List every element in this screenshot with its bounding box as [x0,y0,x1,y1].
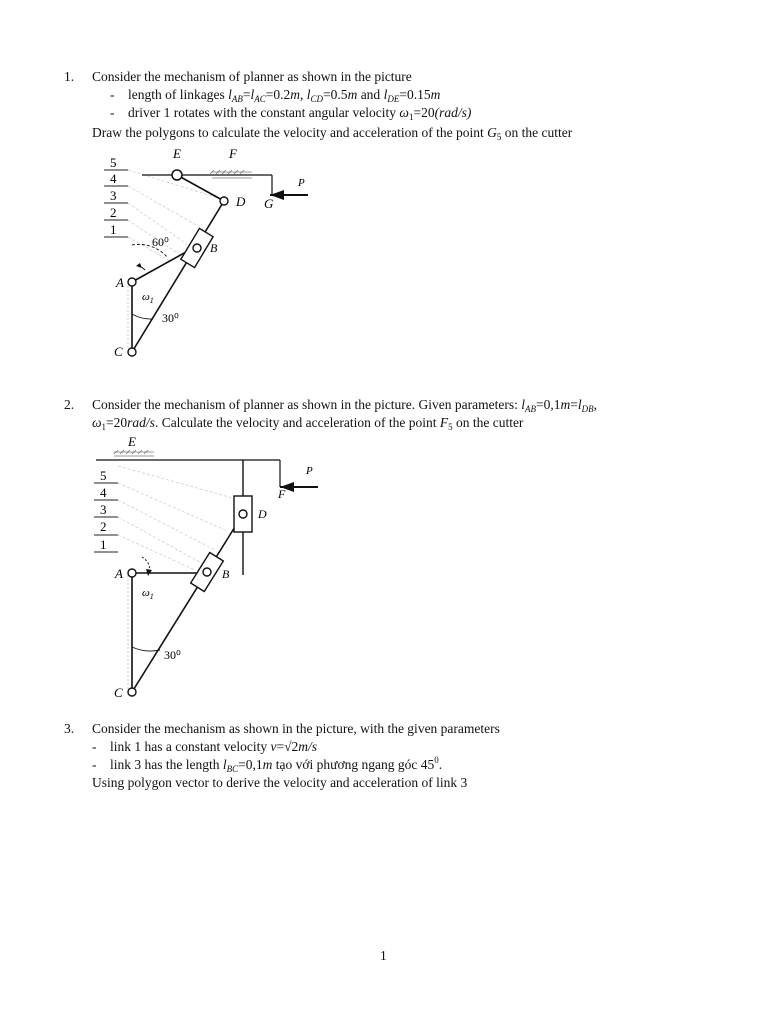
q2-label-E: E [128,434,136,449]
q1-label-C: C [114,344,123,359]
q2-label-D: D [258,507,267,521]
q2-label-P: P [306,465,313,477]
q1-scale-1: 1 [110,222,117,237]
q2-label-A: A [115,566,123,581]
q2-label-omega: $\omega_1$ [142,587,154,601]
q1-label-omega: $\omega_1$ [142,291,154,305]
page-number: 1 [380,948,387,963]
q1-bullet-driver: - driver 1 rotates with the constant angular velocity $\omega_1=20(rad/s)$ [110,105,472,122]
q2-angle-30: 30⁰ [164,648,181,662]
q1-bullet-linkages: - length of linkages $l_{AB}=l_{AC}=0.2m$, $l_{CD}=0.5m$ and $l_{DE}=0.15m$ [110,87,441,104]
q3-bullet-velocity: - link 1 has a constant velocity v=√2m/s [92,739,318,754]
q3-intro: Consider the mechanism as shown in the picture, with the given parameters [92,721,500,736]
q2-label-B: B [222,567,230,581]
q2-scale-1: 1 [100,537,107,552]
q1-label-D: D [236,194,246,209]
q1-label-A: A [116,275,124,290]
q2-number: 2. [64,397,75,412]
q1-instruction: Draw the polygons to calculate the velocity and acceleration of the point $G_5$ on the cutter [92,125,573,142]
q2-scale-3: 3 [100,502,107,517]
q3-instruction: Using polygon vector to derive the velocity and acceleration of link 3 [92,775,468,790]
q1-scale-3: 3 [110,188,117,203]
q1-label-G: G [264,196,274,211]
q2-scale-5: 5 [100,468,107,483]
q2-intro: Consider the mechanism of planner as shown in the picture. Given parameters: $l_{AB}=0,1m=l_{DB}$, [92,397,598,414]
q3-bullet-length: - link 3 has the length $l_{BC}=0,1m$ tạo với phương ngang góc $45^0$. [92,755,443,774]
q1-scale-5: 5 [110,155,117,170]
q1-angle-30: 30⁰ [162,311,179,325]
q1-label-P: P [298,177,305,189]
q1-intro: Consider the mechanism of planner as shown in the picture [92,69,412,84]
q2-label-F: F [278,487,286,501]
q1-scale-4: 4 [110,171,117,186]
q2-line2: $\omega_1=20rad/s$. Calculate the velocity and acceleration of the point $F_5$ on the cutter [92,415,524,432]
q2-label-C: C [114,685,123,700]
q2-scale-4: 4 [100,485,107,500]
q2-scale-2: 2 [100,519,107,534]
q1-number: 1. [64,69,75,84]
q1-label-B: B [210,241,218,255]
q1-angle-60: 60⁰ [152,235,169,249]
q1-label-F: F [229,146,237,161]
q3-number: 3. [64,721,75,736]
q1-label-E: E [173,146,181,161]
q1-scale-2: 2 [110,205,117,220]
